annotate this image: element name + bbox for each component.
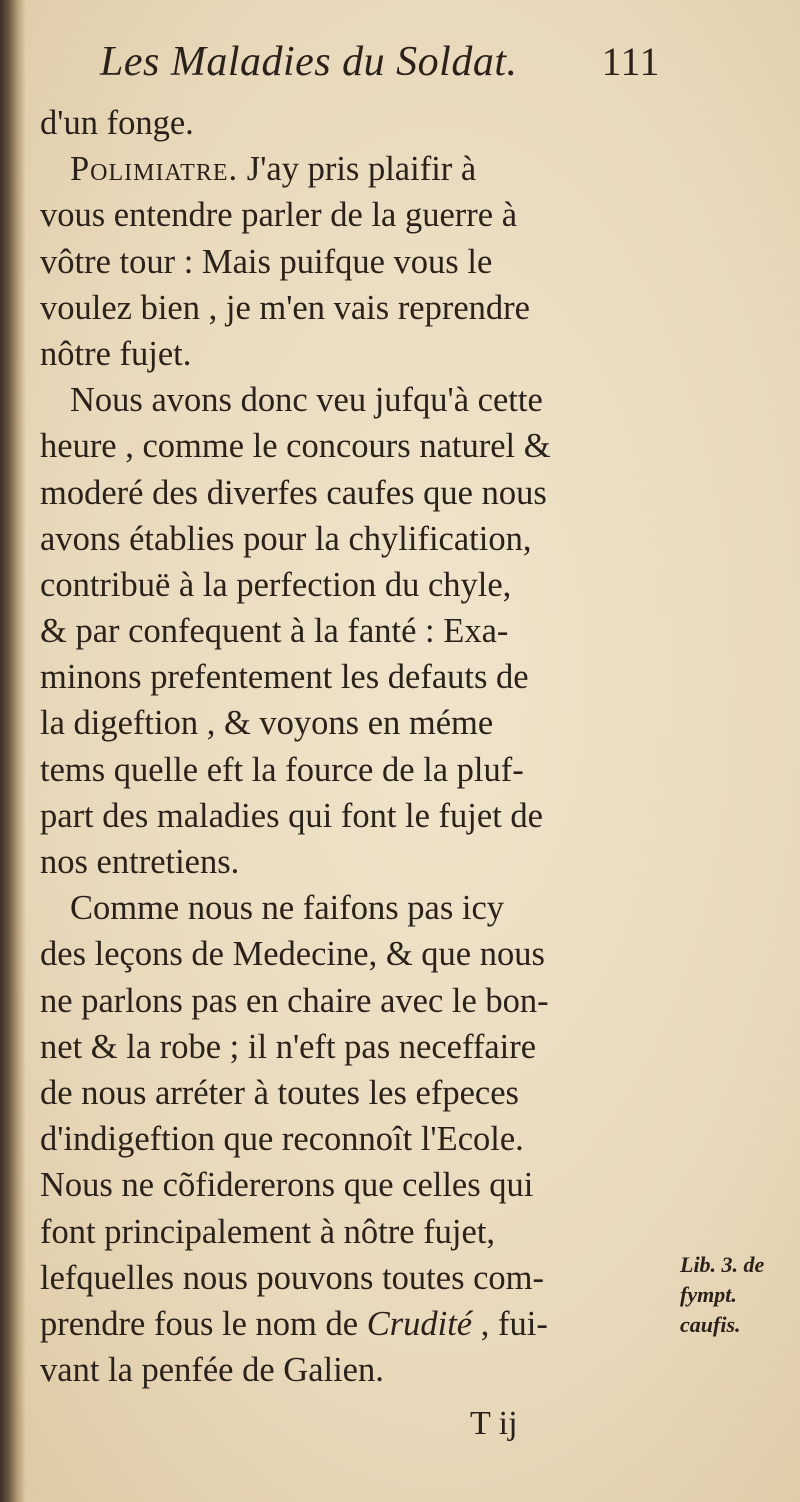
- marginal-line: Lib. 3. de: [680, 1252, 765, 1277]
- running-head: [100, 38, 660, 98]
- text-line: Nous avons donc veu jufqu'à cette: [70, 381, 543, 420]
- text-line: heure , comme le concours naturel &: [40, 427, 551, 466]
- text-line: [40, 1301, 670, 1347]
- text-line: minons prefentement les defauts de: [40, 658, 529, 697]
- marginal-line: fympt.: [680, 1282, 737, 1307]
- text-line: de nous arréter à toutes les efpeces: [40, 1073, 519, 1112]
- text-line: avons établies pour la chylification,: [40, 519, 532, 558]
- text-line: Nous ne cõfidererons que celles qui: [40, 1166, 534, 1205]
- text-line: moderé des diverfes caufes que nous: [40, 473, 547, 512]
- text-line: tems quelle eft la fource de la pluf-: [40, 750, 524, 789]
- page-number: 111: [601, 39, 660, 84]
- text-line: des leçons de Medecine, & que nous: [40, 935, 545, 974]
- text-segment: prendre fous le nom de: [40, 1304, 367, 1343]
- text-segment: , fui-: [472, 1304, 548, 1343]
- text-line: vous entendre parler de la guerre à: [40, 196, 518, 235]
- text-line: d'indigeftion que reconnoît l'Ecole.: [40, 1120, 524, 1159]
- signature-mark: T ij: [470, 1405, 518, 1442]
- text-line: voulez bien , je m'en vais reprendre: [40, 288, 530, 327]
- text-line: font principalement à nôtre fujet,: [40, 1212, 496, 1251]
- text-line: nôtre fujet.: [40, 334, 192, 373]
- marginal-line: caufis.: [680, 1312, 741, 1337]
- text-line: vôtre tour : Mais puifque vous le: [40, 242, 493, 281]
- page-body: [40, 100, 670, 1393]
- text-line: contribuë à la perfection du chyle,: [40, 565, 512, 604]
- running-title: Les Maladies du Soldat.: [100, 39, 518, 85]
- text-line: net & la robe ; il n'eft pas neceffaire: [40, 1027, 537, 1066]
- binding-gutter: [0, 0, 26, 1502]
- text-line: nos entretiens.: [40, 843, 240, 881]
- text-line: & par confequent à la fanté : Exa-: [40, 612, 509, 651]
- text-line: [40, 146, 670, 192]
- text-line-content: J'ay pris plaifir à: [238, 150, 477, 189]
- text-line: d'un fonge.: [40, 104, 194, 142]
- text-line: Comme nous ne faifons pas icy: [70, 889, 505, 928]
- text-line: part des maladies qui font le fujet de: [40, 796, 543, 835]
- text-line: ne parlons pas en chaire avec le bon-: [40, 981, 549, 1020]
- text-line: lefquelles nous pouvons toutes com-: [40, 1258, 545, 1297]
- italic-term: Crudité: [366, 1304, 473, 1343]
- speaker-name: Polimiatre.: [70, 150, 239, 189]
- text-line: vant la penfée de Galien.: [40, 1351, 384, 1390]
- text-line: la digeftion , & voyons en méme: [40, 704, 494, 743]
- marginal-note: [680, 1250, 800, 1340]
